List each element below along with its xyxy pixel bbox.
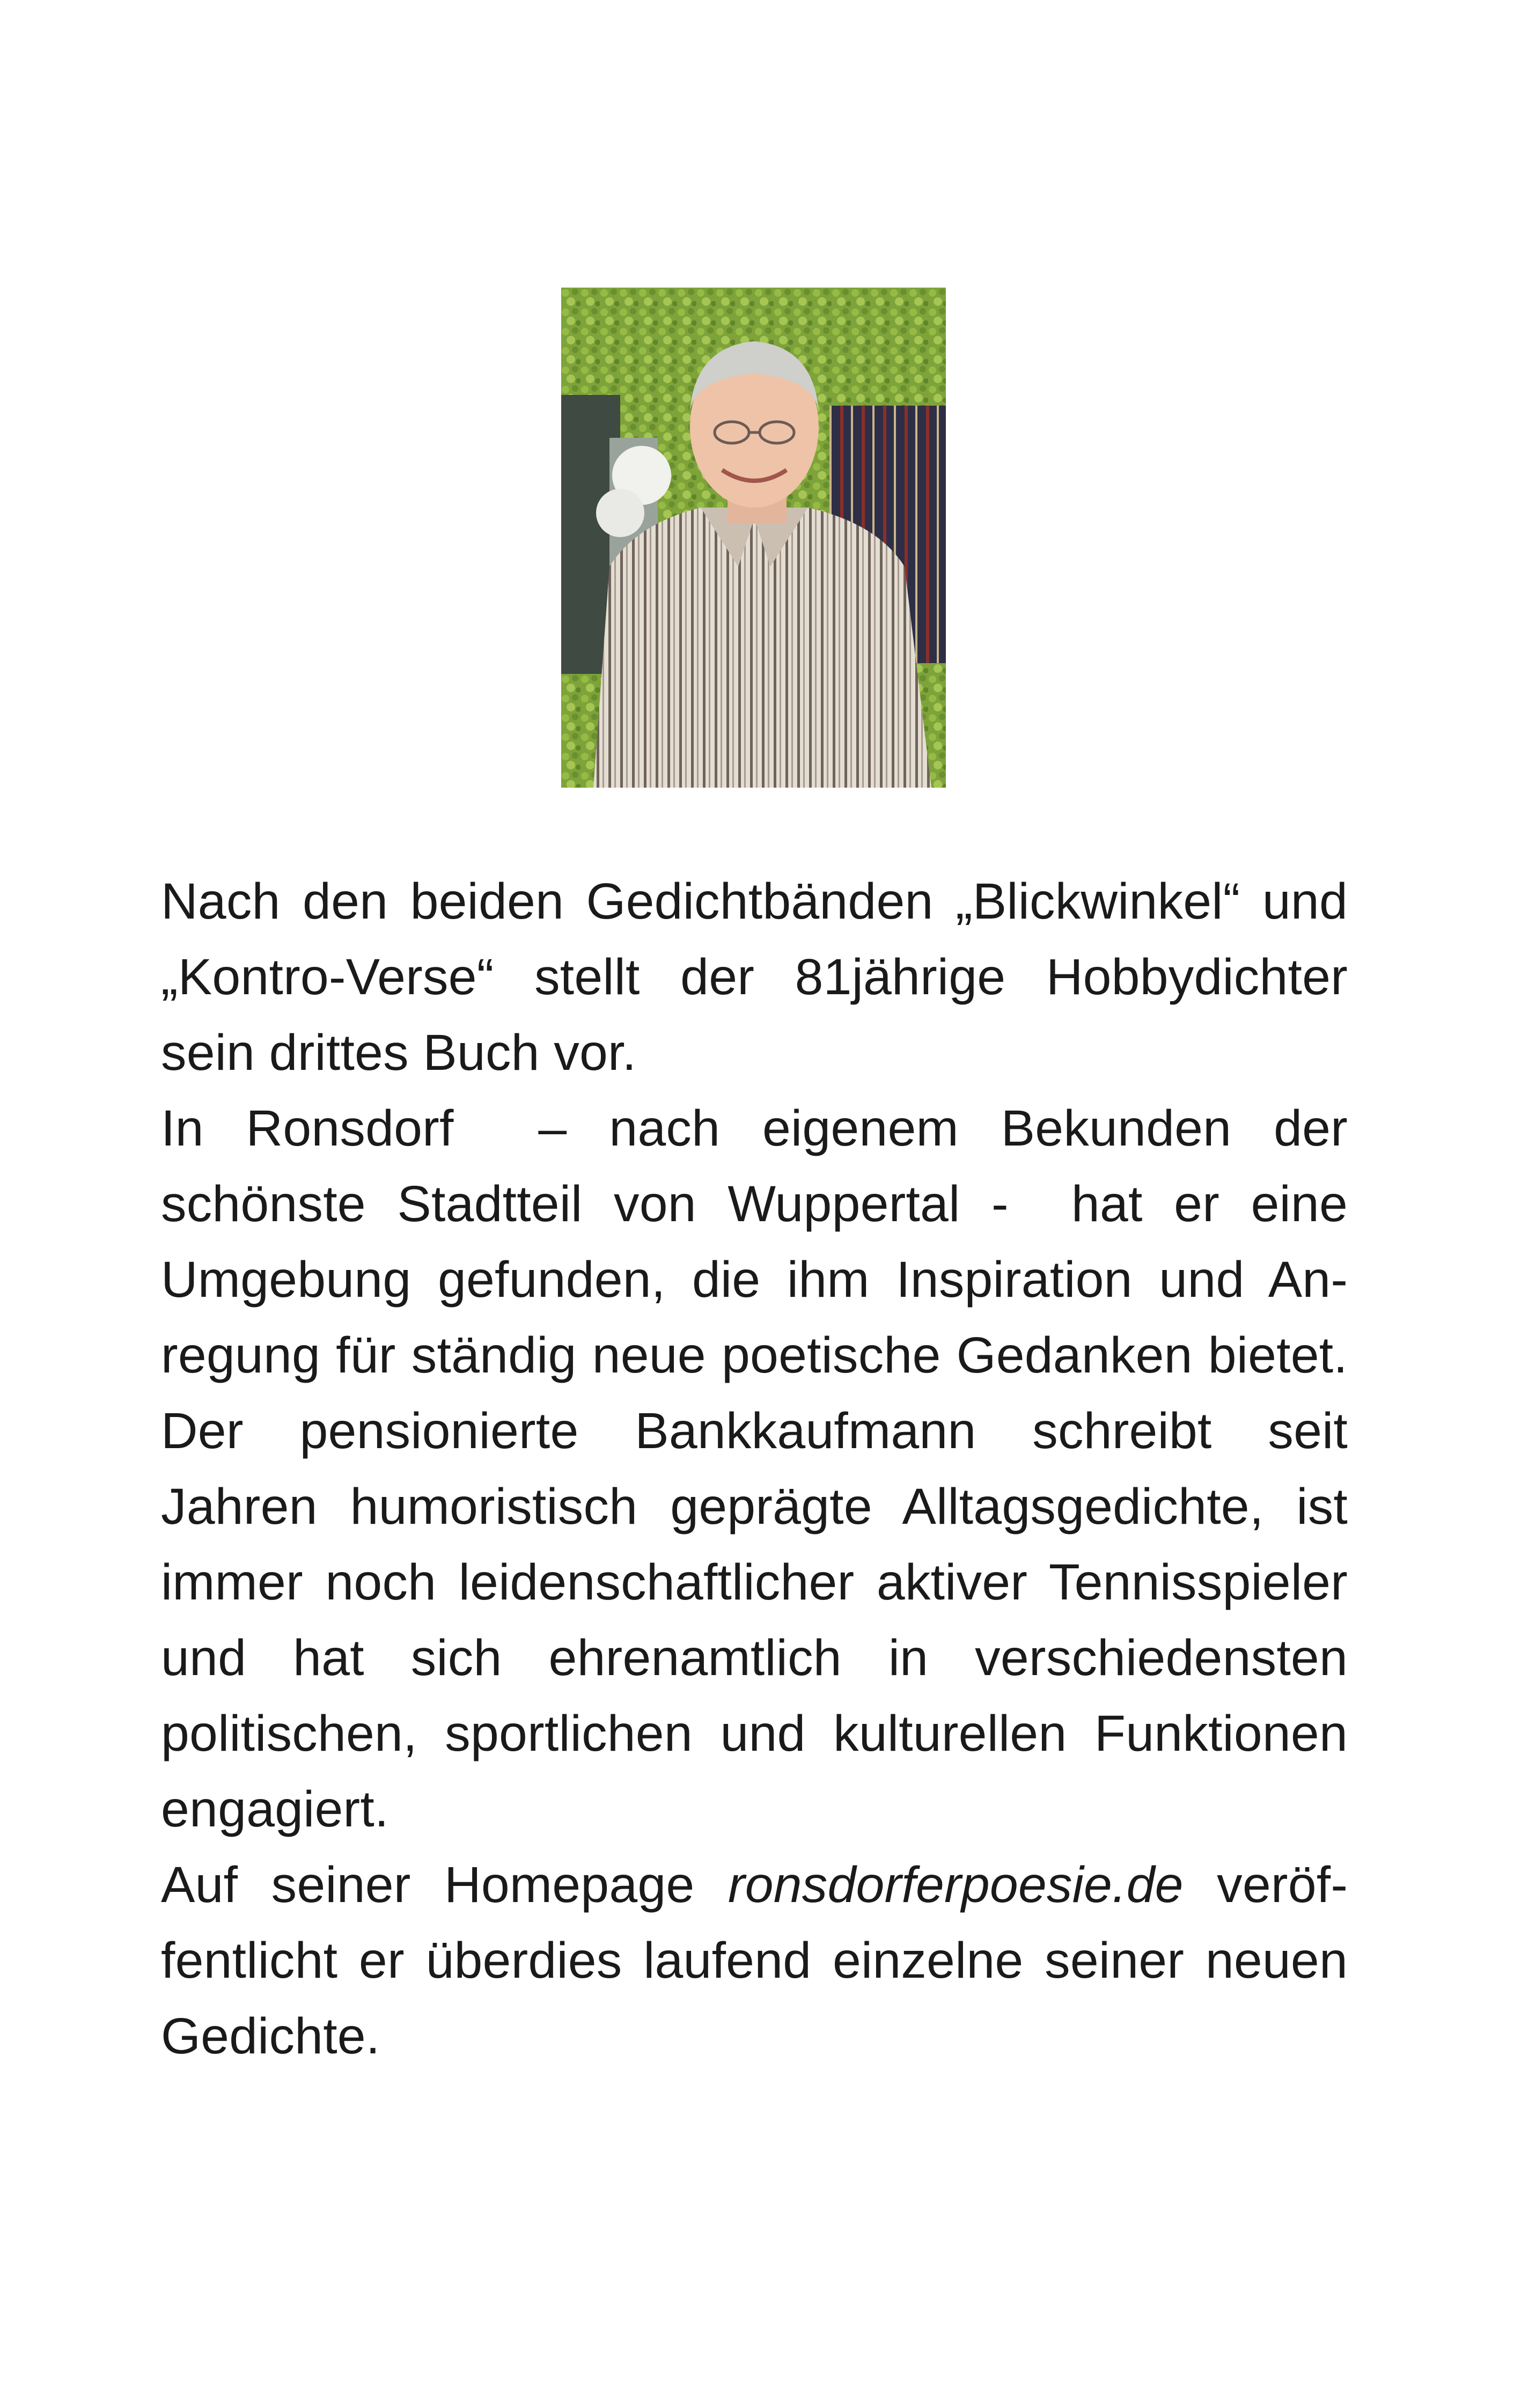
author-bio bbox=[161, 864, 1348, 2074]
homepage-link[interactable]: ronsdorferpoesie.de bbox=[728, 1856, 1184, 1913]
bio-paragraph-1: Nach den beiden Gedichtbänden „Blickwinkel“ und „Kontro-Verse“ stellt der 81jährige Hobbydichter sein drittes Buch vor. bbox=[161, 873, 1348, 1081]
bio-paragraph-3-end: veröffentlicht er überdies laufend einzelne seiner neuen Gedichte. bbox=[161, 1856, 1348, 2065]
bio-paragraph-3 bbox=[161, 1847, 1348, 2074]
author-photo bbox=[561, 288, 946, 788]
bio-paragraph-3-start: Auf seiner Homepage bbox=[161, 1856, 728, 1913]
author-portrait-icon bbox=[561, 288, 946, 788]
bio-paragraph-2: In Ronsdorf – nach eigenem Bekunden der schönste Stadtteil von Wuppertal - hat er eine Umgebung gefunden, die ihm Inspiration und Anregung für ständig neue poetische Gedanken bietet. Der pensionierte Bankkaufmann schreibt seit Jahren humoristisch geprägte Alltagsgedichte, ist immer noch leidenschaftlicher aktiver Tennisspieler und hat sich ehrenamtlich in verschiedensten politischen, sportlichen und kulturellen Funktionen engagiert. bbox=[161, 1100, 1348, 1838]
